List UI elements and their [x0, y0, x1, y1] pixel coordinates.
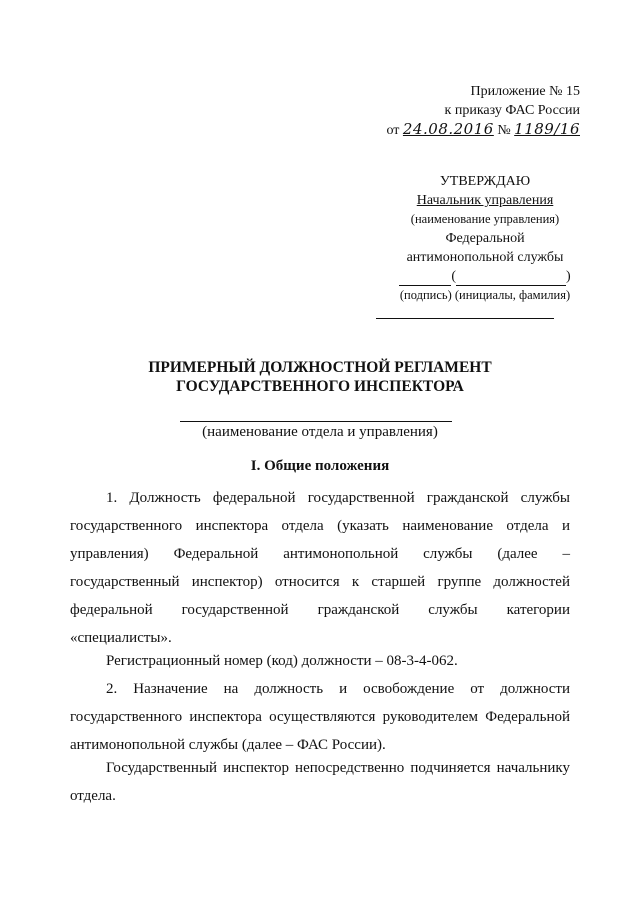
- document-title: [70, 358, 570, 396]
- appendix-block: [380, 82, 580, 140]
- signature-field: [399, 271, 451, 286]
- paragraph-1: 1. Должность федеральной государственной гражданской службы государственного инспектора отдела (указать наименование отдела и управления) Федеральной антимонопольной службы (далее – государственный инспектор) относится к старшей группе должностей федеральной государственной гражданской службы категории «специалисты».: [70, 490, 570, 646]
- section-heading: I. Общие положения: [250, 458, 390, 474]
- signature-caption: (подпись) (инициалы, фамилия): [399, 288, 571, 302]
- approve-word: УТВЕРЖДАЮ: [439, 174, 531, 189]
- approver-position-caption: (наименование управления): [410, 212, 560, 226]
- appendix-order-number: 1189/16: [514, 120, 580, 138]
- body-text: [70, 484, 570, 652]
- department-line: [180, 421, 452, 422]
- approver-org-line1: Федеральной: [445, 231, 525, 246]
- signature-line: [370, 267, 600, 286]
- body-text-2: [70, 647, 570, 675]
- approval-date-line: [376, 318, 554, 319]
- paren-close: ): [566, 269, 571, 284]
- body-text-4: [70, 754, 570, 810]
- approver-position: Начальник управления: [416, 193, 554, 208]
- paragraph-2: Регистрационный номер (код) должности – 08-3-4-062.: [106, 653, 458, 669]
- paren-open: (: [451, 269, 456, 284]
- appendix-number-sign: №: [497, 123, 511, 138]
- appendix-number: Приложение № 15: [470, 84, 580, 99]
- appendix-date: 24.08.2016: [402, 120, 494, 138]
- paragraph-4: Государственный инспектор непосредственно подчиняется начальнику отдела.: [70, 760, 570, 804]
- appendix-order-ref: к приказу ФАС России: [444, 103, 580, 118]
- approval-block: [370, 172, 600, 305]
- approver-org-line2: антимонопольной службы: [406, 250, 564, 265]
- title-line-2: ГОСУДАРСТВЕННОГО ИНСПЕКТОРА: [176, 378, 464, 395]
- initials-field: [456, 271, 566, 286]
- paragraph-3: 2. Назначение на должность и освобождение от должности государственного инспектора осуществляются руководителем Федеральной антимонопольной службы (далее – ФАС России).: [70, 681, 570, 753]
- department-caption: (наименование отдела и управления): [202, 424, 438, 440]
- appendix-from-label: от: [386, 123, 400, 138]
- appendix-date-line: [380, 120, 580, 140]
- body-text-3: [70, 675, 570, 759]
- title-line-1: ПРИМЕРНЫЙ ДОЛЖНОСТНОЙ РЕГЛАМЕНТ: [148, 359, 492, 376]
